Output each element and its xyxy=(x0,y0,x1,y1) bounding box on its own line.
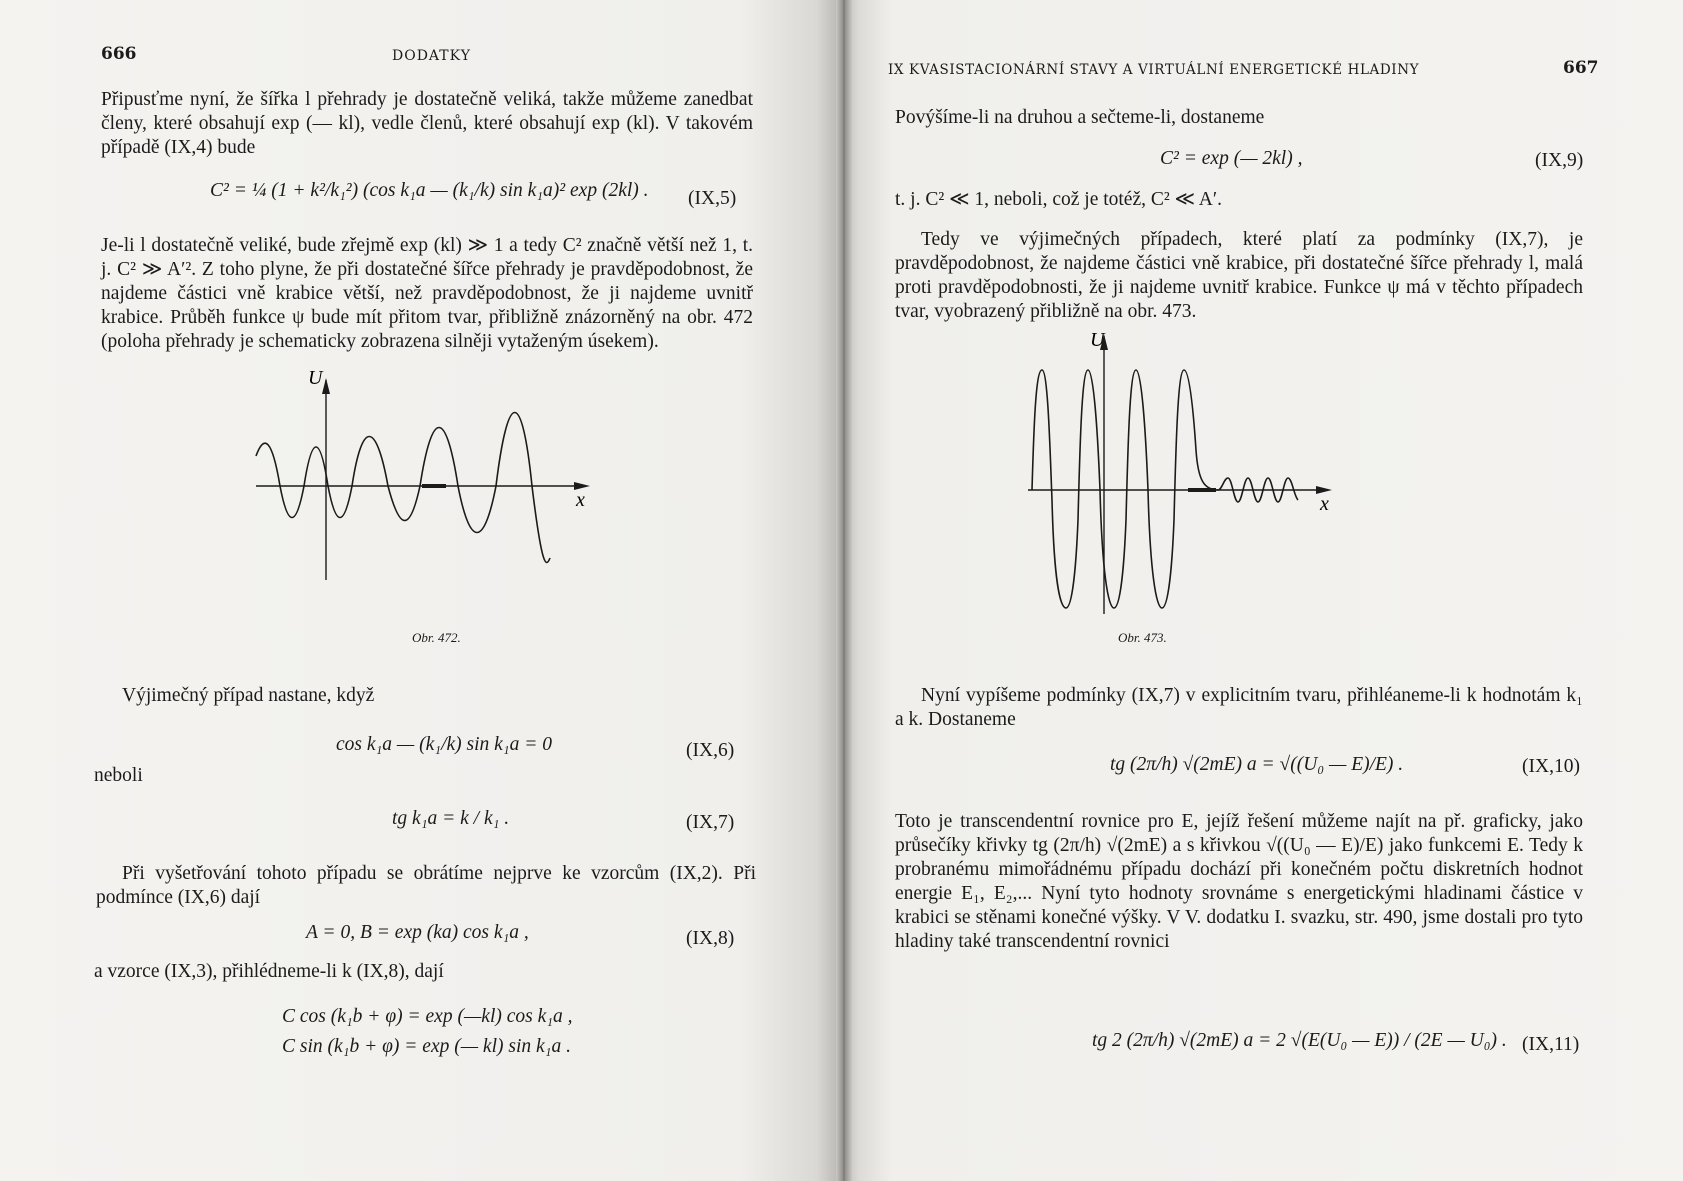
page-number: 666 xyxy=(101,44,137,64)
equation: A = 0, B = exp (ka) cos k₁a , xyxy=(306,922,529,943)
figure-473 xyxy=(1018,330,1348,630)
paragraph: t. j. C² ≪ 1, neboli, což je totéž, C² ≪ A′. xyxy=(895,189,1223,210)
equation: tg (2π/h) √(2mE) a = √((U₀ — E)/E) . xyxy=(1110,754,1404,775)
equation-number: (IX,8) xyxy=(686,928,735,949)
equation: C² = exp (— 2kl) , xyxy=(1160,148,1303,169)
paragraph: Povýšíme-li na druhou a sečteme-li, dostaneme xyxy=(895,107,1265,128)
u-axis-label: U xyxy=(1090,329,1105,351)
equation: tg 2 (2π/h) √(2mE) a = 2 √(E(U₀ — E)) / (2E — U₀) . xyxy=(1092,1030,1507,1051)
paragraph: Připusťme nyní, že šířka l přehrady je dostatečně veliká, takže můžeme zanedbat členy, které obsahují exp (— kl), vedle členů, které obsahují exp (kl). V takovém případě (IX,4) bude xyxy=(101,89,753,158)
running-head: DODATKY xyxy=(392,48,471,64)
paragraph: Nyní vypíšeme podmínky (IX,7) v explicitním tvaru, přihléaneme-li k hodnotám k₁ a k. Dostaneme xyxy=(895,685,1583,730)
equation-number: (IX,9) xyxy=(1535,150,1584,171)
equation: tg k₁a = k / k₁ . xyxy=(392,808,510,829)
x-axis-label: x xyxy=(576,489,585,511)
figure-caption: Obr. 473. xyxy=(1118,630,1167,645)
equation-number: (IX,5) xyxy=(688,188,737,209)
right-page xyxy=(842,0,1683,1181)
paragraph: a vzorce (IX,3), přihlédneme-li k (IX,8), dají xyxy=(94,961,444,982)
paragraph: Toto je transcendentní rovnice pro E, jejíž řešení můžeme najít na př. graficky, jako průsečíky křivky tg (2π/h) √(2mE) a s křivkou √((U₀ — E)/E) jako funkcemi E. Tedy k probranému mimořádnému případu dochází při konečném počtu diskretních hodnot energie E₁, E₂,... Nyní tyto hodnoty srovnáme s energetickými hladinami částice v krabici se stěnami konečné výšky. V V. dodatku I. svazku, str. 490, jsme dostali pro tyto hladiny také transcendentní rovnici xyxy=(895,811,1583,952)
wave-curve xyxy=(256,413,550,563)
equation: C cos (k₁b + φ) = exp (—kl) cos k₁a , xyxy=(282,1006,573,1027)
paragraph: Tedy ve výjimečných případech, které platí za podmínky (IX,7), je pravděpodobnost, že najdeme částici vně krabice, při dostatečné šířce přehrady l, malá proti pravděpodobnosti, že ji najdeme uvnitř krabice. Funkce ψ má v těchto případech tvar, vyobrazený přibližně na obr. 473. xyxy=(895,229,1583,322)
equation: cos k₁a — (k₁/k) sin k₁a = 0 xyxy=(336,734,552,755)
equation-number: (IX,10) xyxy=(1522,756,1580,777)
u-axis-label: U xyxy=(308,367,323,389)
paragraph: Při vyšetřování tohoto případu se obrátíme nejprve ke vzorcům (IX,2). Při podmínce (IX,6) dají xyxy=(96,863,756,908)
wave-curve xyxy=(1032,370,1298,608)
equation-number: (IX,6) xyxy=(686,740,735,761)
paragraph: neboli xyxy=(94,765,143,786)
running-head: IX KVASISTACIONÁRNÍ STAVY A VIRTUÁLNÍ ENERGETICKÉ HLADINY xyxy=(888,62,1420,78)
x-axis-label: x xyxy=(1320,493,1329,515)
equation: C² = ¼ (1 + k²/k₁²) (cos k₁a — (k₁/k) sin k₁a)² exp (2kl) . xyxy=(210,180,649,201)
equation-number: (IX,7) xyxy=(686,812,735,833)
u-axis-arrow xyxy=(322,378,330,394)
paragraph: Výjimečný případ nastane, když xyxy=(122,685,375,706)
page-number: 667 xyxy=(1563,58,1599,78)
equation-number: (IX,11) xyxy=(1522,1034,1580,1055)
paragraph: Je-li l dostatečně veliké, bude zřejmě exp (kl) ≫ 1 a tedy C² značně větší než 1, t. j. C² ≫ A′². Z toho plyne, že při dostatečné šířce přehrady je pravděpodobnost, že najdeme částici vně krabice větší, než pravděpodobnost, že ji najdeme uvnitř krabice. Průběh funkce ψ bude mít přitom tvar, přibližně znázorněný na obr. 472 (poloha přehrady je schematicky zobrazena silněji vytaženým úsekem). xyxy=(101,235,753,352)
equation: C sin (k₁b + φ) = exp (— kl) sin k₁a . xyxy=(282,1036,571,1057)
figure-caption: Obr. 472. xyxy=(412,630,461,645)
figure-472 xyxy=(250,368,600,618)
book-gutter xyxy=(836,0,852,1181)
